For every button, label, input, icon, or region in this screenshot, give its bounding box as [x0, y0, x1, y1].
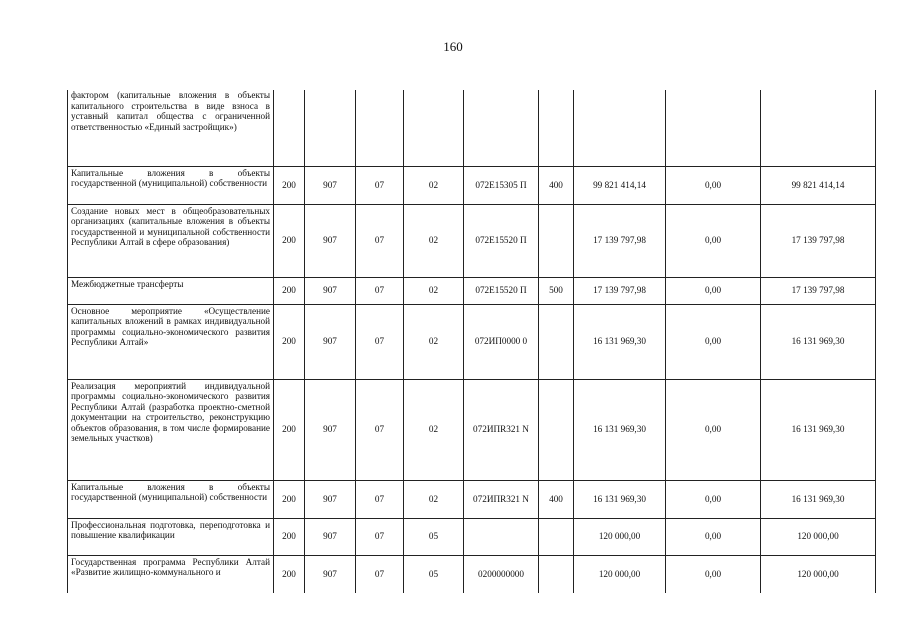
cell-vr: [539, 379, 574, 480]
cell-csr: 072ИПR321 N: [464, 480, 539, 518]
cell-csr: 072E15305 П: [464, 166, 539, 204]
cell-approved: 99 821 414,14: [574, 166, 666, 204]
budget-table: [67, 90, 876, 593]
row-name: Основное мероприятие «Осуществление капитальных вложений в рамках индивидуальной программы социально-экономического развития Республики Алтай»: [68, 304, 274, 379]
cell-rz: 07: [356, 555, 404, 593]
cell-pr: 02: [404, 379, 464, 480]
table-row: [68, 379, 876, 480]
cell-pr: 05: [404, 518, 464, 555]
cell-total: 16 131 969,30: [761, 304, 876, 379]
cell-csr: 072ИПR321 N: [464, 379, 539, 480]
cell-pr: 02: [404, 204, 464, 277]
cell-approved: 120 000,00: [574, 518, 666, 555]
table-row: [68, 518, 876, 555]
row-name: Межбюджетные трансферты: [68, 277, 274, 304]
cell-total: [761, 90, 876, 166]
cell-total: 120 000,00: [761, 555, 876, 593]
cell-csr: 072E15520 П: [464, 204, 539, 277]
cell-ved: 907: [305, 277, 356, 304]
cell-changes: 0,00: [666, 555, 761, 593]
cell-rz: 07: [356, 304, 404, 379]
cell-admin: 200: [274, 480, 305, 518]
cell-csr: [464, 90, 539, 166]
cell-pr: [404, 90, 464, 166]
cell-total: 17 139 797,98: [761, 277, 876, 304]
cell-admin: [274, 90, 305, 166]
cell-pr: 02: [404, 166, 464, 204]
cell-ved: [305, 90, 356, 166]
cell-total: 99 821 414,14: [761, 166, 876, 204]
cell-rz: 07: [356, 480, 404, 518]
cell-admin: 200: [274, 204, 305, 277]
cell-approved: 17 139 797,98: [574, 277, 666, 304]
cell-csr: 0200000000: [464, 555, 539, 593]
cell-vr: [539, 204, 574, 277]
cell-vr: 400: [539, 480, 574, 518]
cell-rz: 07: [356, 518, 404, 555]
cell-rz: 07: [356, 166, 404, 204]
table-row: [68, 277, 876, 304]
cell-approved: [574, 90, 666, 166]
cell-approved: 16 131 969,30: [574, 379, 666, 480]
cell-pr: 02: [404, 480, 464, 518]
cell-approved: 17 139 797,98: [574, 204, 666, 277]
cell-changes: 0,00: [666, 518, 761, 555]
table-row: [68, 166, 876, 204]
cell-ved: 907: [305, 555, 356, 593]
table-row: [68, 90, 876, 166]
row-name: Реализация мероприятий индивидуальной программы социально-экономического развития Республики Алтай (разработка проектно-сметной документации на строительство, реконструкцию объектов образования, в том числе формирование земельных участков): [68, 379, 274, 480]
cell-approved: 120 000,00: [574, 555, 666, 593]
row-name: Профессиональная подготовка, переподготовка и повышение квалификации: [68, 518, 274, 555]
cell-approved: 16 131 969,30: [574, 480, 666, 518]
cell-total: 16 131 969,30: [761, 379, 876, 480]
cell-rz: 07: [356, 379, 404, 480]
cell-total: 120 000,00: [761, 518, 876, 555]
cell-ved: 907: [305, 518, 356, 555]
cell-pr: 02: [404, 304, 464, 379]
row-name: Государственная программа Республики Алтай «Развитие жилищно-коммунального и: [68, 555, 274, 593]
table-row: [68, 304, 876, 379]
cell-admin: 200: [274, 277, 305, 304]
cell-changes: 0,00: [666, 277, 761, 304]
cell-ved: 907: [305, 379, 356, 480]
cell-rz: 07: [356, 204, 404, 277]
cell-ved: 907: [305, 480, 356, 518]
cell-changes: 0,00: [666, 204, 761, 277]
cell-csr: 072E15520 П: [464, 277, 539, 304]
cell-total: 16 131 969,30: [761, 480, 876, 518]
cell-approved: 16 131 969,30: [574, 304, 666, 379]
cell-vr: [539, 90, 574, 166]
cell-total: 17 139 797,98: [761, 204, 876, 277]
page-number: 160: [443, 39, 463, 54]
row-name: Капитальные вложения в объекты государственной (муниципальной) собственности: [68, 166, 274, 204]
cell-vr: [539, 304, 574, 379]
cell-vr: 500: [539, 277, 574, 304]
cell-csr: [464, 518, 539, 555]
cell-pr: 05: [404, 555, 464, 593]
cell-changes: 0,00: [666, 304, 761, 379]
cell-csr: 072ИП0000 0: [464, 304, 539, 379]
table-row: [68, 480, 876, 518]
cell-admin: 200: [274, 518, 305, 555]
cell-ved: 907: [305, 304, 356, 379]
cell-changes: [666, 90, 761, 166]
row-name: фактором (капитальные вложения в объекты капитального строительства в виде взноса в уставный капитал общества с ограниченной ответственностью «Единый застройщик»): [68, 90, 274, 166]
cell-admin: 200: [274, 166, 305, 204]
table-row: [68, 555, 876, 593]
row-name: Капитальные вложения в объекты государственной (муниципальной) собственности: [68, 480, 274, 518]
cell-changes: 0,00: [666, 166, 761, 204]
cell-rz: 07: [356, 277, 404, 304]
cell-ved: 907: [305, 204, 356, 277]
cell-pr: 02: [404, 277, 464, 304]
cell-changes: 0,00: [666, 379, 761, 480]
cell-vr: 400: [539, 166, 574, 204]
cell-admin: 200: [274, 555, 305, 593]
cell-changes: 0,00: [666, 480, 761, 518]
cell-vr: [539, 518, 574, 555]
row-name: Создание новых мест в общеобразовательных организациях (капитальные вложения в объекты государственной и муниципальной собственности Республики Алтай в сфере образования): [68, 204, 274, 277]
cell-admin: 200: [274, 379, 305, 480]
cell-rz: [356, 90, 404, 166]
cell-admin: 200: [274, 304, 305, 379]
cell-vr: [539, 555, 574, 593]
cell-ved: 907: [305, 166, 356, 204]
table-row: [68, 204, 876, 277]
